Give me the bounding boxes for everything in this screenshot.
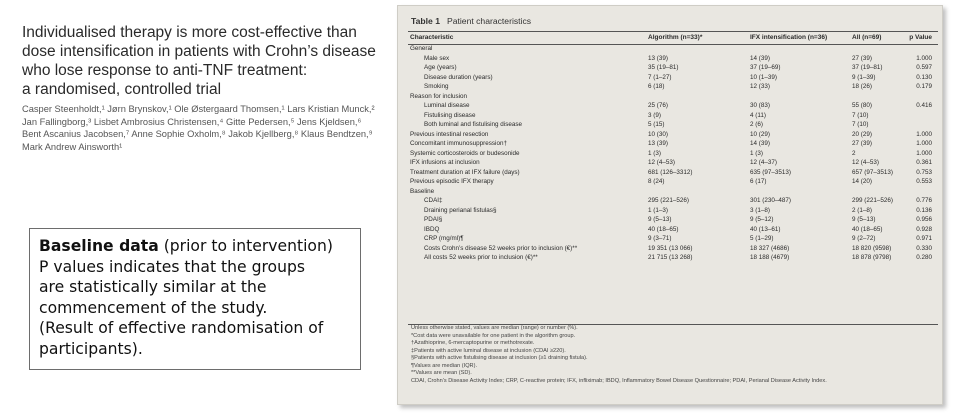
algorithm-value: 7 (1–27) xyxy=(648,73,672,81)
patient-characteristics-table xyxy=(410,32,938,263)
algorithm-value xyxy=(610,187,712,197)
table-row xyxy=(410,158,938,168)
p-value: 1.000 xyxy=(916,140,932,147)
algorithm-value: 681 (126–3312) xyxy=(648,168,693,176)
p-value: 0.776 xyxy=(916,197,932,204)
table-row xyxy=(410,54,938,64)
baseline-callout-box xyxy=(29,228,361,370)
table-row xyxy=(410,101,938,111)
p-value xyxy=(898,111,938,121)
algorithm-value: 25 (76) xyxy=(648,102,668,109)
ifx-value: 6 (17) xyxy=(750,178,767,185)
ifx-value: 40 (13–61) xyxy=(750,225,781,233)
callout-line: (Result of effective randomisation of xyxy=(39,319,324,337)
p-value: 0.136 xyxy=(916,206,932,214)
all-value xyxy=(814,187,898,197)
row-label: All costs 52 weeks prior to inclusion (€)** xyxy=(424,254,538,261)
p-value xyxy=(898,120,938,130)
title-line: a randomised, controlled trial xyxy=(22,81,222,98)
table-number: Table 1 xyxy=(411,16,440,26)
row-label: Disease duration (years) xyxy=(424,73,493,81)
table-body xyxy=(410,44,938,263)
ifx-value: 12 (33) xyxy=(750,83,770,90)
algorithm-value: 3 (9) xyxy=(648,111,661,119)
table-caption xyxy=(411,16,531,26)
algorithm-value: 6 (18) xyxy=(648,83,665,90)
row-label: PDAI§ xyxy=(424,216,443,223)
ifx-value: 4 (11) xyxy=(750,111,766,119)
callout-heading-line xyxy=(39,236,352,257)
row-label: Draining perianal fistulas§ xyxy=(424,206,497,214)
table-row xyxy=(410,196,938,206)
p-value: 0.179 xyxy=(916,83,932,90)
row-label: Concomitant immunosuppression† xyxy=(410,140,507,147)
footnote: **Values are mean (SD). xyxy=(411,370,472,376)
table-row xyxy=(410,149,938,159)
ifx-value: 301 (230–487) xyxy=(750,197,791,204)
title-line: dose intensification in patients with Crohn’s disease xyxy=(22,43,376,60)
author-line: Mark Andrew Ainsworth¹ xyxy=(22,141,123,152)
p-value: 1.000 xyxy=(916,130,932,138)
all-value xyxy=(814,44,898,54)
patient-characteristics-table-figure xyxy=(397,5,943,405)
all-value: 40 (18–65) xyxy=(852,225,883,233)
algorithm-value: 9 (3–71) xyxy=(648,235,672,242)
all-value: 657 (97–3513) xyxy=(852,168,893,176)
row-label: Smoking xyxy=(424,83,449,90)
algorithm-value: 40 (18–65) xyxy=(648,225,679,233)
all-value: 18 (26) xyxy=(852,83,872,90)
all-value: 55 (80) xyxy=(852,102,872,109)
table-row xyxy=(410,177,938,187)
callout-line: commencement of the study. xyxy=(39,298,268,317)
p-value xyxy=(898,92,938,102)
all-value: 2 xyxy=(852,149,856,157)
ifx-value: 2 (6) xyxy=(750,121,763,128)
p-value xyxy=(898,187,938,197)
footnote: ‡Patients with active luminal disease at inclusion (CDAI ≥220). xyxy=(411,347,566,354)
ifx-value: 1 (3) xyxy=(750,149,763,157)
p-value: 0.361 xyxy=(916,159,932,166)
table-row xyxy=(410,111,938,121)
column-header: All (n=69) xyxy=(852,34,882,41)
algorithm-value: 295 (221–526) xyxy=(648,197,689,204)
column-header: IFX intensification (n=36) xyxy=(750,34,828,41)
ifx-value xyxy=(712,44,814,54)
algorithm-value: 19 351 (13 066) xyxy=(648,244,693,252)
p-value: 0.753 xyxy=(916,168,932,176)
table-caption-text: Patient characteristics xyxy=(446,16,532,26)
table-row xyxy=(410,253,938,263)
author-list xyxy=(22,103,387,153)
ifx-value: 12 (4–37) xyxy=(750,159,777,166)
p-value: 0.553 xyxy=(916,178,932,185)
footnote: §Patients with active fistulising disease at inclusion (≥1 draining fistula). xyxy=(411,355,588,361)
ifx-value: 18 188 (4679) xyxy=(750,254,790,261)
p-value: 0.280 xyxy=(916,254,932,261)
column-header: Algorithm (n=33)* xyxy=(648,34,703,41)
algorithm-value: 9 (5–13) xyxy=(648,216,672,223)
callout-line: P values indicates that the groups xyxy=(39,257,305,276)
algorithm-value: 35 (19–81) xyxy=(648,64,679,71)
ifx-value: 9 (5–12) xyxy=(750,216,774,223)
p-value: 1.000 xyxy=(916,149,932,157)
ifx-value: 10 (1–39) xyxy=(750,73,777,81)
algorithm-value: 1 (1–3) xyxy=(648,206,668,214)
callout-line: participants). xyxy=(39,339,143,358)
all-value: 20 (29) xyxy=(852,130,872,138)
row-label: General xyxy=(410,45,433,52)
all-value: 18 820 (9598) xyxy=(852,244,892,252)
footnote: †Azathioprine, 6-mercaptopurine or methotrexate. xyxy=(411,340,535,346)
table-row xyxy=(410,92,938,102)
table-row xyxy=(410,82,938,92)
table-row xyxy=(410,206,938,216)
ifx-value: 3 (1–8) xyxy=(750,206,770,214)
algorithm-value: 13 (39) xyxy=(648,54,668,62)
table-row xyxy=(410,73,938,83)
p-value: 0.956 xyxy=(916,216,932,223)
table-row xyxy=(410,120,938,130)
p-value xyxy=(898,44,938,54)
all-value: 18 878 (9798) xyxy=(852,254,892,261)
row-label: Male sex xyxy=(424,54,450,62)
ifx-value: 5 (1–29) xyxy=(750,235,774,242)
p-value: 1.000 xyxy=(916,54,932,62)
algorithm-value: 21 715 (13 268) xyxy=(648,254,693,261)
ifx-value: 37 (19–69) xyxy=(750,64,781,71)
row-label: IFX infusions at inclusion xyxy=(410,159,480,166)
table-row xyxy=(410,130,938,140)
callout-heading: Baseline data xyxy=(39,237,159,255)
all-value: 7 (10) xyxy=(852,111,869,119)
title-line: who lose response to anti-TNF treatment: xyxy=(22,62,308,79)
column-header: Characteristic xyxy=(410,34,454,41)
footnote: Unless otherwise stated, values are median (range) or number (%). xyxy=(411,325,578,331)
callout-line: are statistically similar at the xyxy=(39,278,267,296)
row-label: Luminal disease xyxy=(424,102,470,109)
footnote: ¶Values are median (IQR). xyxy=(411,362,478,369)
table-footnotes xyxy=(411,325,936,385)
table-row xyxy=(410,44,938,54)
row-label: CRP (mg/ml)¶ xyxy=(424,235,464,242)
row-label: Treatment duration at IFX failure (days) xyxy=(410,168,520,176)
p-value: 0.330 xyxy=(916,244,932,252)
author-line: Jan Fallingborg,³ Lisbet Ambrosius Christensen,⁴ Gitte Pedersen,⁵ Jens Kjeldsen,⁶ xyxy=(22,116,362,127)
row-label: Systemic corticosteroids or budesonide xyxy=(410,149,520,157)
table-row xyxy=(410,187,938,197)
all-value: 9 (1–39) xyxy=(852,73,876,81)
all-value: 27 (39) xyxy=(852,54,872,62)
table-row xyxy=(410,168,938,178)
table-header-row xyxy=(410,32,938,44)
ifx-value: 14 (39) xyxy=(750,54,770,62)
all-value: 9 (2–72) xyxy=(852,235,876,242)
row-label: Age (years) xyxy=(424,64,457,71)
algorithm-value xyxy=(610,92,712,102)
algorithm-value: 8 (24) xyxy=(648,178,665,185)
all-value: 2 (1–8) xyxy=(852,206,872,214)
row-label: IBDQ xyxy=(424,225,440,233)
row-label: Previous intestinal resection xyxy=(410,130,489,138)
row-label: Costs Crohn’s disease 52 weeks prior to inclusion (€)** xyxy=(424,244,578,252)
ifx-value: 18 327 (4686) xyxy=(750,244,790,252)
p-value: 0.130 xyxy=(916,73,932,81)
p-value: 0.971 xyxy=(916,235,932,242)
table-row xyxy=(410,244,938,254)
all-value: 7 (10) xyxy=(852,121,869,128)
ifx-value: 30 (83) xyxy=(750,102,770,109)
algorithm-value xyxy=(610,44,712,54)
table-row xyxy=(410,215,938,225)
author-line: Casper Steenholdt,¹ Jørn Brynskov,¹ Ole Østergaard Thomsen,¹ Lars Kristian Munck,² xyxy=(22,104,375,114)
p-value: 0.597 xyxy=(916,64,932,71)
row-label: Fistulising disease xyxy=(424,111,476,119)
ifx-value: 10 (29) xyxy=(750,130,770,138)
algorithm-value: 10 (30) xyxy=(648,130,668,138)
table-row xyxy=(410,234,938,244)
p-value: 0.928 xyxy=(916,225,932,233)
row-label: CDAI‡ xyxy=(424,197,443,204)
ifx-value xyxy=(712,92,814,102)
table-row xyxy=(410,139,938,149)
row-label: Baseline xyxy=(410,187,435,195)
footnote: CDAI, Crohn’s Disease Activity Index; CRP, C-reactive protein; IFX, infliximab; IBDQ, Inflammatory Bowel Disease Questionnaire; PDAI, Perianal Disease Activity Index. xyxy=(411,377,827,384)
ifx-value: 635 (97–3513) xyxy=(750,168,791,176)
paper-title xyxy=(22,23,382,99)
table-row xyxy=(410,63,938,73)
ifx-value xyxy=(712,187,814,197)
callout-heading-note: (prior to intervention) xyxy=(158,237,333,255)
title-line: Individualised therapy is more cost-effective than xyxy=(22,24,357,41)
footnote: *Cost data were unavailable for one patient in the algorithm group. xyxy=(411,332,576,339)
all-value: 299 (221–526) xyxy=(852,197,893,204)
table-row xyxy=(410,225,938,235)
row-label: Reason for inclusion xyxy=(410,92,468,100)
column-header: p Value xyxy=(909,34,932,41)
row-label: Both luminal and fistulising disease xyxy=(424,121,523,128)
all-value: 9 (5–13) xyxy=(852,216,876,223)
all-value: 37 (19–81) xyxy=(852,64,883,71)
algorithm-value: 13 (39) xyxy=(648,140,668,147)
algorithm-value: 5 (15) xyxy=(648,121,665,128)
all-value: 14 (20) xyxy=(852,178,872,185)
row-label: Previous episodic IFX therapy xyxy=(410,178,494,185)
author-line: Bent Ascanius Jacobsen,⁷ Anne Sophie Oxholm,⁸ Jakob Kjellberg,⁸ Klaus Bendtzen,⁹ xyxy=(22,129,373,140)
algorithm-value: 12 (4–53) xyxy=(648,159,675,166)
all-value: 12 (4–53) xyxy=(852,159,879,166)
all-value: 27 (39) xyxy=(852,140,872,147)
ifx-value: 14 (39) xyxy=(750,140,770,147)
all-value xyxy=(814,92,898,102)
algorithm-value: 1 (3) xyxy=(648,149,661,157)
p-value: 0.416 xyxy=(916,102,932,109)
